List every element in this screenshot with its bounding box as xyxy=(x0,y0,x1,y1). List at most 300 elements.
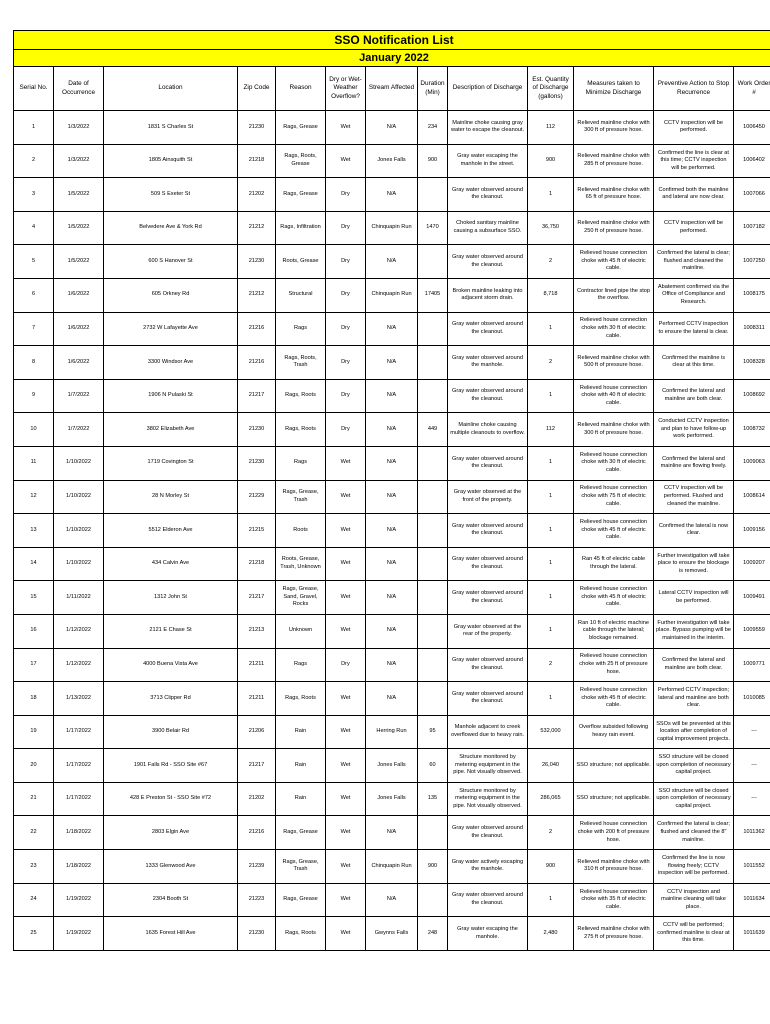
table-cell: 25 xyxy=(14,917,54,951)
table-cell: Rags xyxy=(276,312,326,346)
table-cell: 21211 xyxy=(238,648,276,682)
table-cell: Relieved mainline choke with 300 ft of pressure hose. xyxy=(574,413,654,447)
table-cell: N/A xyxy=(366,883,418,917)
table-cell: 1008732 xyxy=(734,413,770,447)
table-cell: 605 Orkney Rd xyxy=(104,278,238,312)
table-cell: 3300 Windsor Ave xyxy=(104,346,238,380)
table-cell: Relieved house connection choke with 45 ft of electric cable. xyxy=(574,581,654,615)
table-cell: 1/13/2022 xyxy=(54,682,104,716)
table-cell: 1 xyxy=(528,480,574,514)
table-cell: 1/12/2022 xyxy=(54,648,104,682)
table-cell: 20 xyxy=(14,749,54,783)
table-cell: Wet xyxy=(326,514,366,548)
table-cell: Gray water observed around the manhole. xyxy=(448,346,528,380)
table-cell: Gray water observed around the cleanout. xyxy=(448,648,528,682)
table-cell: N/A xyxy=(366,614,418,648)
table-cell: Dry xyxy=(326,312,366,346)
table-cell: Rags, Grease, Trash xyxy=(276,480,326,514)
column-header: Serial No. xyxy=(14,67,54,111)
column-header: Zip Code xyxy=(238,67,276,111)
table-cell: 1 xyxy=(528,178,574,212)
table-cell: Wet xyxy=(326,614,366,648)
table-cell: Gray water observed around the cleanout. xyxy=(448,312,528,346)
table-cell: 18 xyxy=(14,682,54,716)
table-cell: Relieved mainline choke with 65 ft of pressure hose. xyxy=(574,178,654,212)
table-cell: 434 Calvin Ave xyxy=(104,547,238,581)
table-cell: 1007182 xyxy=(734,211,770,245)
table-row xyxy=(14,581,770,615)
table-cell: Dry xyxy=(326,211,366,245)
table-row xyxy=(14,614,770,648)
table-cell: 1011634 xyxy=(734,883,770,917)
table-cell: Mainline choke causing gray water to escape the cleanout. xyxy=(448,111,528,145)
table-row xyxy=(14,312,770,346)
table-row xyxy=(14,682,770,716)
table-cell: 2 xyxy=(528,346,574,380)
table-cell: Wet xyxy=(326,547,366,581)
table-cell: Wet xyxy=(326,816,366,850)
table-cell: Dry xyxy=(326,278,366,312)
table-cell: Rain xyxy=(276,782,326,816)
table-cell: N/A xyxy=(366,648,418,682)
table-cell: 1805 Ainsquith St xyxy=(104,144,238,178)
table-cell: Dry xyxy=(326,245,366,279)
column-header: Location xyxy=(104,67,238,111)
table-cell: 5512 Elderon Ave xyxy=(104,514,238,548)
table-cell: 1008614 xyxy=(734,480,770,514)
table-cell: Rags, Grease xyxy=(276,111,326,145)
table-row xyxy=(14,379,770,413)
table-cell: Gray water observed around the cleanout. xyxy=(448,514,528,548)
table-row xyxy=(14,245,770,279)
table-cell: 1010085 xyxy=(734,682,770,716)
table-cell: 1719 Covington St xyxy=(104,446,238,480)
table-cell: 1906 N Pulaski St xyxy=(104,379,238,413)
table-cell: 15 xyxy=(14,581,54,615)
table-cell xyxy=(418,178,448,212)
table-cell: 21230 xyxy=(238,111,276,145)
table-cell: Chinquapin Run xyxy=(366,211,418,245)
table-cell: Gray water observed around the cleanout. xyxy=(448,547,528,581)
table-cell: CCTV inspection will be performed. Flushed and cleaned the mainline. xyxy=(654,480,734,514)
table-cell: Lateral CCTV inspection will be performed. xyxy=(654,581,734,615)
table-cell: 21216 xyxy=(238,312,276,346)
table-cell: Rain xyxy=(276,749,326,783)
table-cell: 4 xyxy=(14,211,54,245)
table-cell: Dry xyxy=(326,346,366,380)
table-cell: Relieved mainline choke with 250 ft of pressure hose. xyxy=(574,211,654,245)
table-cell: N/A xyxy=(366,245,418,279)
table-cell: Unknown xyxy=(276,614,326,648)
table-cell: Dry xyxy=(326,648,366,682)
table-cell: 21202 xyxy=(238,782,276,816)
table-cell: Wet xyxy=(326,144,366,178)
table-cell: Jones Falls xyxy=(366,749,418,783)
column-header: Work Order # xyxy=(734,67,770,111)
table-cell: 1/10/2022 xyxy=(54,446,104,480)
table-cell: Dry xyxy=(326,379,366,413)
table-cell: 23 xyxy=(14,850,54,884)
table-cell: 21218 xyxy=(238,144,276,178)
table-cell: CCTV will be performed; confirmed mainline is clear at this time. xyxy=(654,917,734,951)
table-cell: Wet xyxy=(326,480,366,514)
table-cell: 22 xyxy=(14,816,54,850)
column-header: Preventive Action to Stop Recurrence xyxy=(654,67,734,111)
table-cell: 1312 John St xyxy=(104,581,238,615)
table-cell: 1/6/2022 xyxy=(54,278,104,312)
table-cell: Relieved house connection choke with 75 ft of electric cable. xyxy=(574,480,654,514)
table-cell: 1009207 xyxy=(734,547,770,581)
table-cell: 1 xyxy=(528,379,574,413)
table-cell xyxy=(418,883,448,917)
table-cell: Dry xyxy=(326,413,366,447)
table-cell xyxy=(418,245,448,279)
table-cell: 1/5/2022 xyxy=(54,245,104,279)
table-cell: 5 xyxy=(14,245,54,279)
table-cell: 1008311 xyxy=(734,312,770,346)
table-cell: N/A xyxy=(366,312,418,346)
table-cell: 21230 xyxy=(238,245,276,279)
table-cell: 1/17/2022 xyxy=(54,715,104,749)
table-cell: Structural xyxy=(276,278,326,312)
table-cell: N/A xyxy=(366,514,418,548)
table-cell: 21229 xyxy=(238,480,276,514)
table-cell: Confirmed the lateral and mainline are both clear. xyxy=(654,379,734,413)
table-cell xyxy=(418,514,448,548)
table-cell: Relieved house connection choke with 25 ft of pressure hose. xyxy=(574,648,654,682)
table-cell: Rags, Roots, Grease xyxy=(276,144,326,178)
table-cell: Gray water observed around the cleanout. xyxy=(448,178,528,212)
table-cell: Rags, Roots, Trash xyxy=(276,346,326,380)
table-cell: 17405 xyxy=(418,278,448,312)
table-cell: SSO structure will be closed upon completion of necessary capital project. xyxy=(654,749,734,783)
column-header: Duration (Min) xyxy=(418,67,448,111)
table-row xyxy=(14,346,770,380)
table-cell: Manhole adjacent to creek overflowed due to heavy rain. xyxy=(448,715,528,749)
table-cell xyxy=(418,682,448,716)
table-cell: Rags xyxy=(276,648,326,682)
table-cell: 1/10/2022 xyxy=(54,547,104,581)
table-cell: 1/5/2022 xyxy=(54,211,104,245)
table-cell: Relieved mainline choke with 285 ft of pressure hose. xyxy=(574,144,654,178)
sso-table xyxy=(13,30,770,951)
table-cell: 900 xyxy=(528,850,574,884)
table-cell: 1 xyxy=(528,883,574,917)
table-cell: Confirmed the lateral is clear; flushed and cleaned the mainline. xyxy=(654,245,734,279)
table-cell: 3900 Belair Rd xyxy=(104,715,238,749)
table-cell: 1/6/2022 xyxy=(54,312,104,346)
table-cell: 248 xyxy=(418,917,448,951)
table-cell: 26,040 xyxy=(528,749,574,783)
month-header: January 2022 xyxy=(14,50,770,67)
table-cell xyxy=(418,446,448,480)
table-cell: 1/3/2022 xyxy=(54,111,104,145)
table-cell: 1 xyxy=(528,547,574,581)
table-cell: 1008175 xyxy=(734,278,770,312)
table-cell: 36,750 xyxy=(528,211,574,245)
table-cell: Roots, Grease, Trash, Unknown xyxy=(276,547,326,581)
table-cell: N/A xyxy=(366,446,418,480)
table-cell: 2 xyxy=(528,648,574,682)
table-cell: 11 xyxy=(14,446,54,480)
table-cell: 13 xyxy=(14,514,54,548)
table-cell: 14 xyxy=(14,547,54,581)
table-cell xyxy=(418,816,448,850)
table-row xyxy=(14,917,770,951)
table-cell: Rags, Infiltration xyxy=(276,211,326,245)
table-cell: 21216 xyxy=(238,346,276,380)
table-cell: 1009491 xyxy=(734,581,770,615)
table-cell: 1 xyxy=(528,581,574,615)
table-cell: 3 xyxy=(14,178,54,212)
table-cell: 9 xyxy=(14,379,54,413)
table-cell: Relieved house connection choke with 45 ft of electric cable. xyxy=(574,245,654,279)
table-row xyxy=(14,850,770,884)
table-cell: 21218 xyxy=(238,547,276,581)
table-cell xyxy=(418,547,448,581)
sso-sheet xyxy=(13,30,770,951)
table-cell xyxy=(418,614,448,648)
table-cell: 3713 Clipper Rd xyxy=(104,682,238,716)
table-cell: Performed CCTV inspection; lateral and mainline are both clear. xyxy=(654,682,734,716)
table-cell: Performed CCTV inspection to ensure the lateral is clear. xyxy=(654,312,734,346)
table-cell: 2803 Elgin Ave xyxy=(104,816,238,850)
table-cell: Structure monitored by metering equipment in the pipe. Not visually observed. xyxy=(448,782,528,816)
table-row xyxy=(14,883,770,917)
table-cell: Wet xyxy=(326,883,366,917)
table-cell: 449 xyxy=(418,413,448,447)
table-cell: SSO structure; not applicable. xyxy=(574,749,654,783)
column-header: Dry or Wet-Weather Overflow? xyxy=(326,67,366,111)
table-cell: CCTV inspection and mainline cleaning will take place. xyxy=(654,883,734,917)
table-cell: 1/12/2022 xyxy=(54,614,104,648)
table-cell: 1009156 xyxy=(734,514,770,548)
table-cell: --- xyxy=(734,782,770,816)
column-header-row xyxy=(14,67,770,111)
table-cell: N/A xyxy=(366,682,418,716)
table-cell: 21217 xyxy=(238,749,276,783)
table-cell xyxy=(418,312,448,346)
table-cell: Relieved house connection choke with 30 ft of electric cable. xyxy=(574,312,654,346)
table-cell: CCTV inspection will be performed. xyxy=(654,111,734,145)
table-cell: Rags, Grease, Sand, Gravel, Rocks xyxy=(276,581,326,615)
table-cell: Herring Run xyxy=(366,715,418,749)
table-cell: Confirmed the lateral and mainline are both clear. xyxy=(654,648,734,682)
table-cell: Gray water observed around the cleanout. xyxy=(448,446,528,480)
table-cell: Wet xyxy=(326,446,366,480)
table-cell: 1 xyxy=(528,446,574,480)
table-cell: CCTV inspection will be performed. xyxy=(654,211,734,245)
table-cell: Rags, Roots xyxy=(276,682,326,716)
table-cell: Wet xyxy=(326,715,366,749)
table-cell: Wet xyxy=(326,111,366,145)
table-row xyxy=(14,278,770,312)
table-cell: Gray water observed around the cleanout. xyxy=(448,682,528,716)
table-cell: Confirmed the lateral is now clear. xyxy=(654,514,734,548)
table-cell: Gray water observed around the cleanout. xyxy=(448,883,528,917)
table-cell: 21215 xyxy=(238,514,276,548)
table-row xyxy=(14,816,770,850)
table-cell: 21223 xyxy=(238,883,276,917)
table-cell: Gray water observed around the cleanout. xyxy=(448,816,528,850)
table-cell: Gray water escaping the manhole in the street. xyxy=(448,144,528,178)
table-cell: 1831 S Charles St xyxy=(104,111,238,145)
table-cell: 1008692 xyxy=(734,379,770,413)
table-cell: 1006450 xyxy=(734,111,770,145)
table-row xyxy=(14,413,770,447)
table-cell: Roots xyxy=(276,514,326,548)
table-cell: Overflow subsided following heavy rain event. xyxy=(574,715,654,749)
table-cell: 1 xyxy=(14,111,54,145)
table-cell: Wet xyxy=(326,749,366,783)
table-cell: 1009559 xyxy=(734,614,770,648)
table-cell: Confirmed the lateral and mainline are flowing freely. xyxy=(654,446,734,480)
table-cell: Broken mainline leaking into adjacent storm drain. xyxy=(448,278,528,312)
table-cell: 112 xyxy=(528,111,574,145)
table-cell: 1/18/2022 xyxy=(54,850,104,884)
table-cell: SSOs will be prevented at this location after completion of capital improvement projects. xyxy=(654,715,734,749)
table-cell: 95 xyxy=(418,715,448,749)
table-cell: Rain xyxy=(276,715,326,749)
table-cell: Relieved house connection choke with 35 ft of electric cable. xyxy=(574,883,654,917)
table-cell: Choked sanitary mainline causing a subsurface SSO. xyxy=(448,211,528,245)
table-cell: 1 xyxy=(528,614,574,648)
column-header: Stream Affected xyxy=(366,67,418,111)
table-cell: N/A xyxy=(366,581,418,615)
table-cell: 1/7/2022 xyxy=(54,379,104,413)
table-cell: Confirmed both the mainline and lateral are now clear. xyxy=(654,178,734,212)
table-cell: N/A xyxy=(366,346,418,380)
table-cell: 600 S Hanover St xyxy=(104,245,238,279)
table-cell: Gwynns Falls xyxy=(366,917,418,951)
table-cell: 21217 xyxy=(238,581,276,615)
table-cell: 8 xyxy=(14,346,54,380)
table-cell: 10 xyxy=(14,413,54,447)
table-cell: 1/10/2022 xyxy=(54,480,104,514)
table-row xyxy=(14,211,770,245)
table-cell: Wet xyxy=(326,917,366,951)
table-cell: 1009771 xyxy=(734,648,770,682)
table-cell: N/A xyxy=(366,816,418,850)
table-cell: 21230 xyxy=(238,446,276,480)
table-row xyxy=(14,446,770,480)
table-cell xyxy=(418,480,448,514)
table-cell: N/A xyxy=(366,547,418,581)
table-cell: Wet xyxy=(326,850,366,884)
table-cell: Abatement confirmed via the Office of Compliance and Research. xyxy=(654,278,734,312)
table-cell: Relieved house connection choke with 200 ft of pressure hose. xyxy=(574,816,654,850)
table-cell: 1901 Falls Rd - SSO Site #67 xyxy=(104,749,238,783)
table-cell: 1/19/2022 xyxy=(54,917,104,951)
table-cell: Ran 10 ft of electric machine cable through the lateral; blockage remained. xyxy=(574,614,654,648)
table-cell: N/A xyxy=(366,111,418,145)
table-cell: Wet xyxy=(326,782,366,816)
table-cell: Further investigation will take place. Bypass pumping will be maintained in the interim. xyxy=(654,614,734,648)
table-cell: 900 xyxy=(418,144,448,178)
table-cell: Conducted CCTV inspection and plan to have follow-up work performed. xyxy=(654,413,734,447)
table-cell: 1/10/2022 xyxy=(54,514,104,548)
table-cell: Gray water observed around the cleanout. xyxy=(448,581,528,615)
table-cell xyxy=(418,581,448,615)
table-cell: Roots, Grease xyxy=(276,245,326,279)
table-row xyxy=(14,715,770,749)
table-cell: 2 xyxy=(528,245,574,279)
table-cell: Rags, Grease xyxy=(276,883,326,917)
table-cell: 1 xyxy=(528,514,574,548)
table-cell: 19 xyxy=(14,715,54,749)
table-title: SSO Notification List xyxy=(14,31,770,50)
table-cell: 112 xyxy=(528,413,574,447)
table-cell: 21212 xyxy=(238,211,276,245)
table-row xyxy=(14,648,770,682)
table-row xyxy=(14,480,770,514)
table-cell: 21202 xyxy=(238,178,276,212)
table-cell: Chinquapin Run xyxy=(366,278,418,312)
table-cell: 1/7/2022 xyxy=(54,413,104,447)
table-cell: Confirmed the line is now flowing freely; CCTV inspection will be performed. xyxy=(654,850,734,884)
table-cell: 16 xyxy=(14,614,54,648)
table-cell: 1/18/2022 xyxy=(54,816,104,850)
table-cell: 1/5/2022 xyxy=(54,178,104,212)
table-cell: 2121 E Chase St xyxy=(104,614,238,648)
table-cell: 1011639 xyxy=(734,917,770,951)
table-cell: Contractor lined pipe the stop the overflow. xyxy=(574,278,654,312)
table-cell: 509 S Exeter St xyxy=(104,178,238,212)
table-cell: Wet xyxy=(326,581,366,615)
table-cell: 2 xyxy=(14,144,54,178)
table-cell: 21239 xyxy=(238,850,276,884)
table-cell: 1/6/2022 xyxy=(54,346,104,380)
table-cell: Rags, Roots xyxy=(276,413,326,447)
table-cell: 21230 xyxy=(238,917,276,951)
table-cell: 4000 Buena Vista Ave xyxy=(104,648,238,682)
table-cell: Belvedere Ave & York Rd xyxy=(104,211,238,245)
table-cell: Rags, Grease xyxy=(276,178,326,212)
table-cell: 60 xyxy=(418,749,448,783)
column-header: Description of Discharge xyxy=(448,67,528,111)
table-cell: 8,718 xyxy=(528,278,574,312)
table-cell xyxy=(418,379,448,413)
table-cell: Chinquapin Run xyxy=(366,850,418,884)
table-row xyxy=(14,514,770,548)
table-cell: 21230 xyxy=(238,413,276,447)
table-cell: 21206 xyxy=(238,715,276,749)
table-cell: 1/19/2022 xyxy=(54,883,104,917)
table-cell: 1006402 xyxy=(734,144,770,178)
table-cell: Structure monitored by metering equipment in the pipe. Not visually observed. xyxy=(448,749,528,783)
table-cell: Confirmed the lateral is clear; flushed and cleaned the 8" mainline. xyxy=(654,816,734,850)
table-cell: 1470 xyxy=(418,211,448,245)
table-row xyxy=(14,547,770,581)
table-cell: 1/3/2022 xyxy=(54,144,104,178)
table-cell: Jones Falls xyxy=(366,144,418,178)
column-header: Reason xyxy=(276,67,326,111)
table-cell: 3802 Elizabeth Ave xyxy=(104,413,238,447)
table-cell: 1/17/2022 xyxy=(54,782,104,816)
table-cell: 900 xyxy=(418,850,448,884)
table-cell: 1333 Glenwood Ave xyxy=(104,850,238,884)
column-header: Date of Occurrence xyxy=(54,67,104,111)
table-cell: Gray water observed around the cleanout. xyxy=(448,245,528,279)
table-cell: Confirmed the mainline is clear at this time. xyxy=(654,346,734,380)
table-cell: Relieved house connection choke with 45 ft of electric cable. xyxy=(574,514,654,548)
table-cell: Relieved house connection choke with 45 ft of electric cable. xyxy=(574,682,654,716)
table-cell: Gray water observed around the cleanout. xyxy=(448,379,528,413)
table-cell: 234 xyxy=(418,111,448,145)
table-cell: Rags, Grease, Trash xyxy=(276,850,326,884)
table-cell: N/A xyxy=(366,480,418,514)
table-cell: Relieved mainline choke with 300 ft of pressure hose. xyxy=(574,111,654,145)
